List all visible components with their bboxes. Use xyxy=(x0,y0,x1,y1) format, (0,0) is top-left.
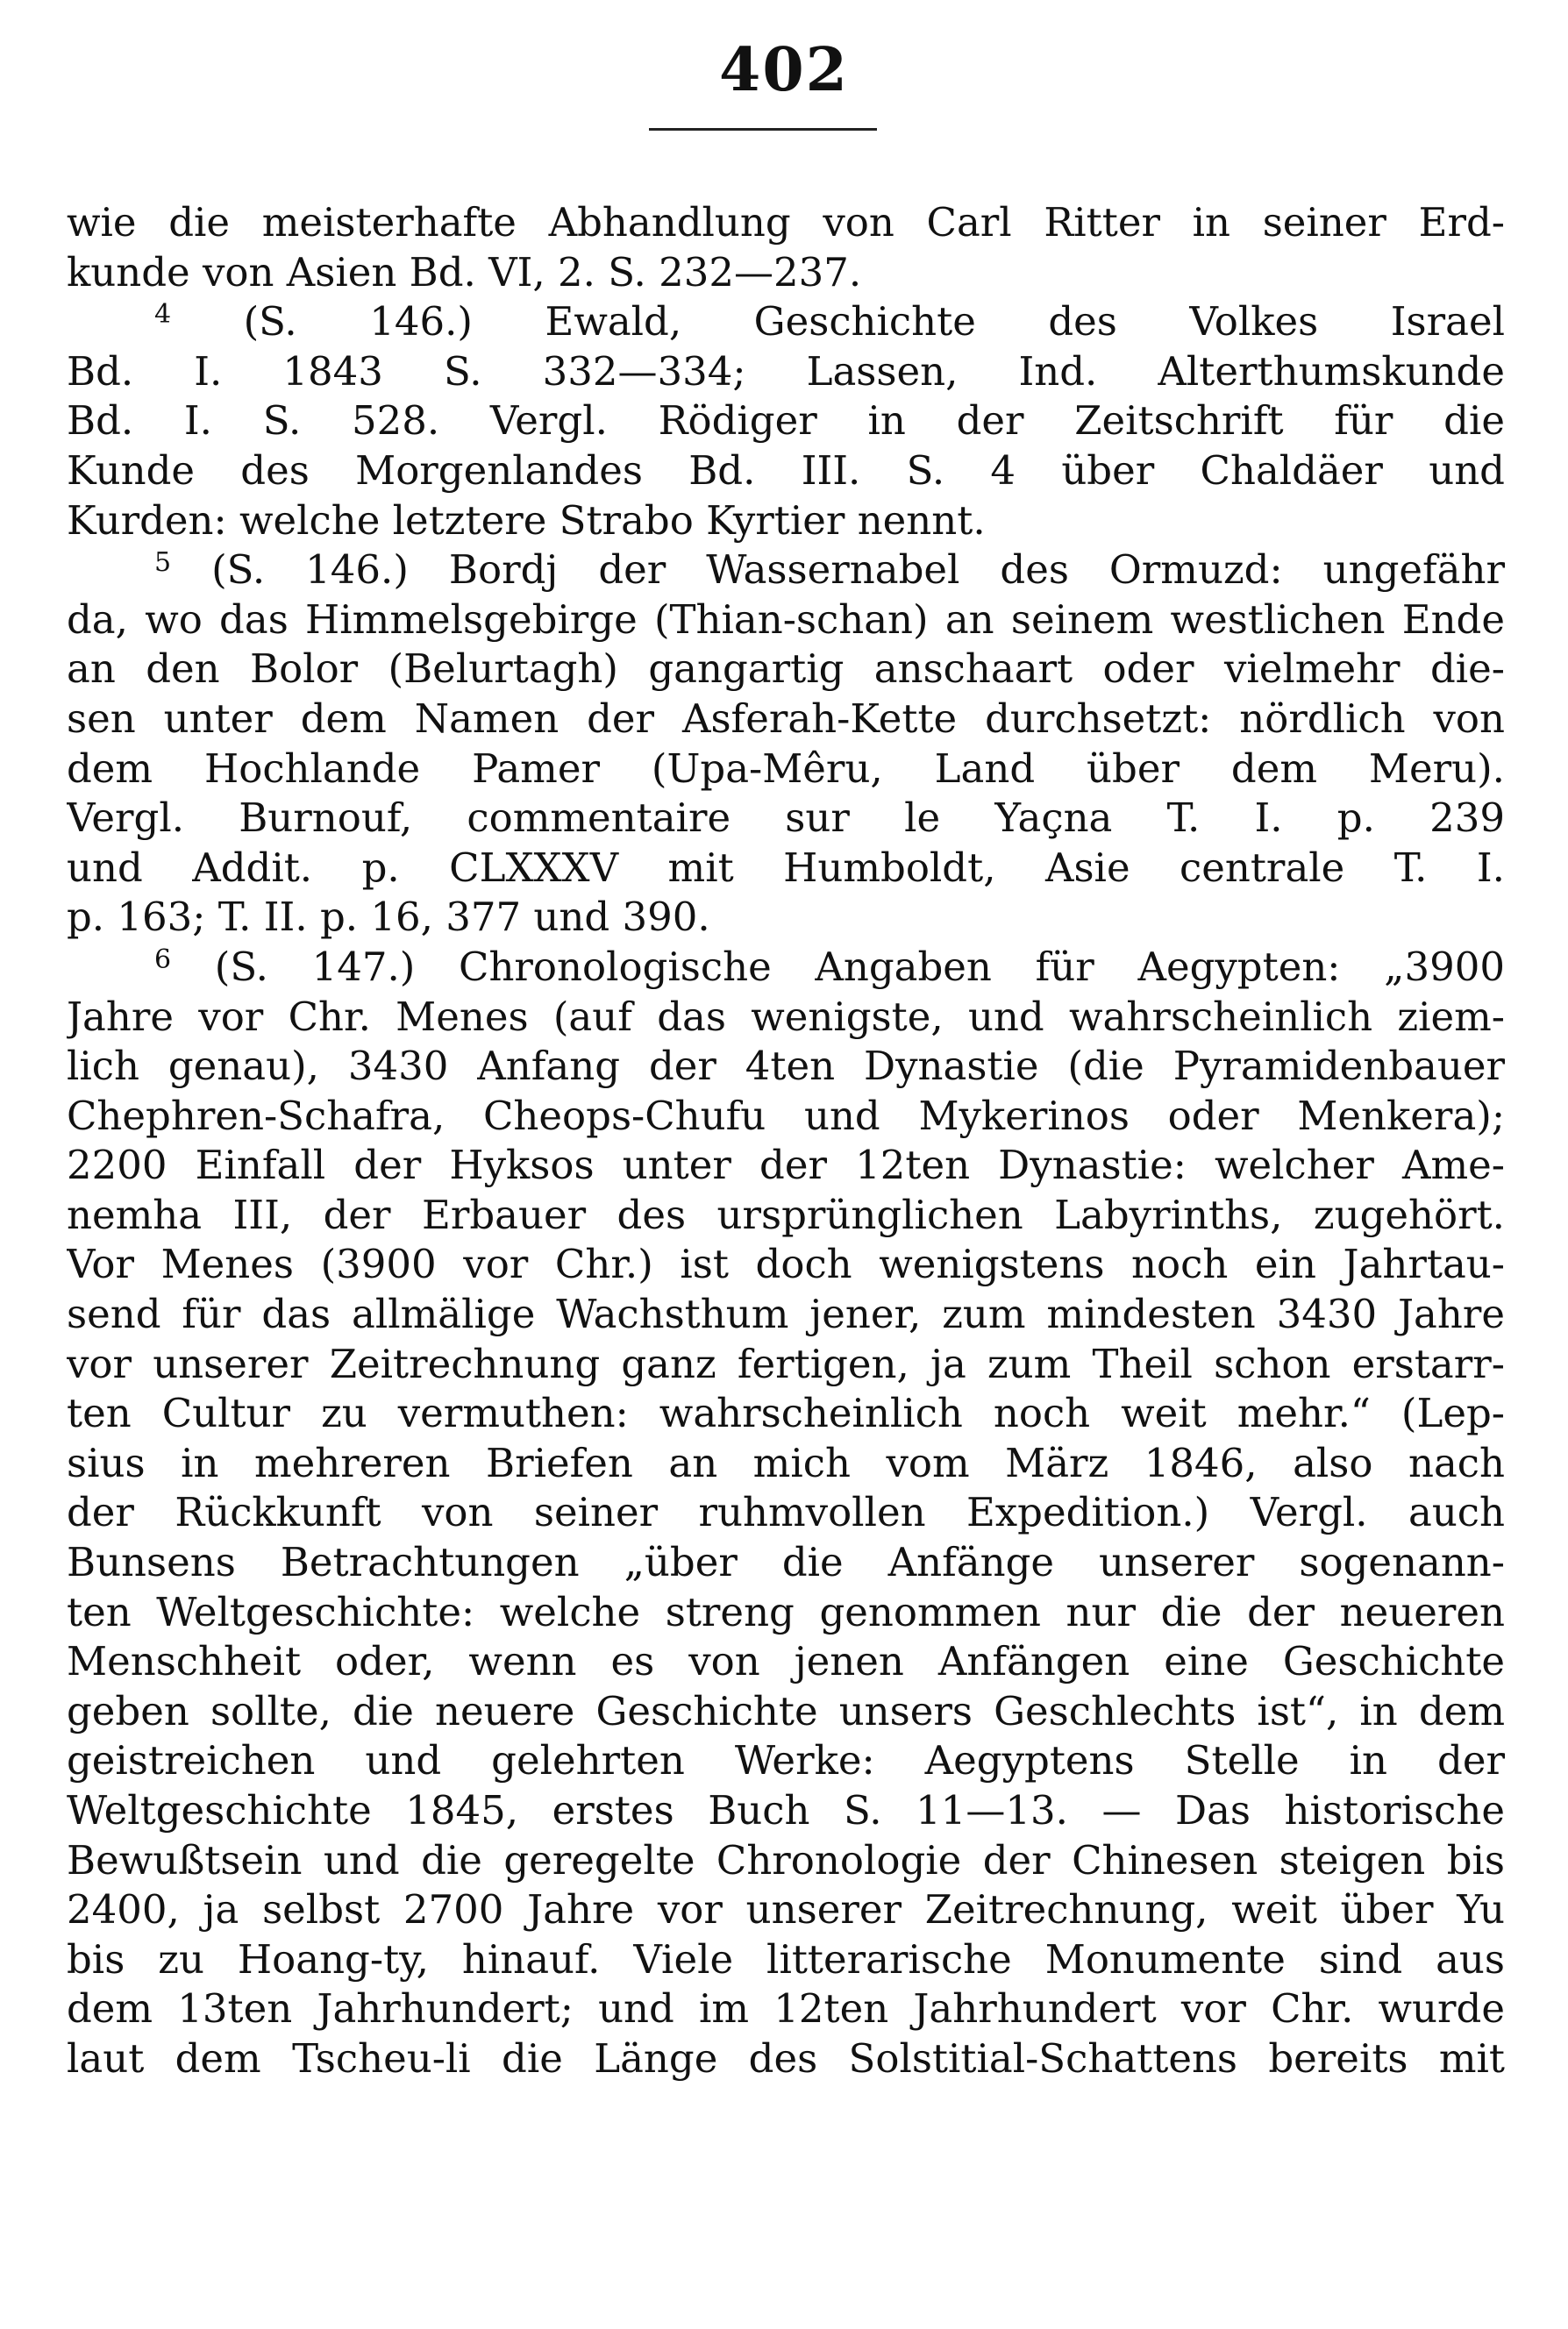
text-line: Bewußtsein und die geregelte Chronologie der Chinesen steigen bis xyxy=(67,1836,1505,1884)
text-line: dem 13ten Jahrhundert; und im 12ten Jahrhundert vor Chr. wurde xyxy=(67,1985,1505,2033)
text-line: Weltgeschichte 1845, erstes Buch S. 11—13. — Das historische xyxy=(67,1787,1505,1834)
text-line: send für das allmälige Wachsthum jener, zum mindesten 3430 Jahre xyxy=(67,1291,1505,1338)
text-line: 2200 Einfall der Hyksos unter der 12ten Dynastie: welcher Ame- xyxy=(67,1142,1505,1189)
text-line: Bd. I. 1843 S. 332—334; Lassen, Ind. Alterthumskunde xyxy=(67,347,1505,395)
text-line: an den Bolor (Belurtagh) gangartig anschaart oder vielmehr die- xyxy=(67,645,1505,693)
text-line: Menschheit oder, wenn es von jenen Anfängen eine Geschichte xyxy=(67,1638,1505,1685)
footnote-marker: 4 xyxy=(154,299,172,331)
text-line: sen unter dem Namen der Asferah-Kette durchsetzt: nördlich von xyxy=(67,694,1505,742)
page-number: 402 xyxy=(719,35,849,105)
text-line: nemha III, der Erbauer des ursprünglichen Labyrinths, zugehört. xyxy=(67,1191,1505,1238)
text-line: $^5$ (S. 146.) Bordj der Wassernabel des Ormuzd: ungefähr xyxy=(154,546,1505,594)
text-line: und Addit. p. CLXXXV mit Humboldt, Asie centrale T. I. xyxy=(67,844,1505,891)
text-line: lich genau), 3430 Anfang der 4ten Dynastie (die Pyramidenbauer xyxy=(67,1043,1505,1090)
text-line: ten Weltgeschichte: welche streng genommen nur die der neueren xyxy=(67,1588,1505,1635)
text-line: sius in mehreren Briefen an mich vom März 1846, also nach xyxy=(67,1439,1505,1486)
text-line: Vor Menes (3900 vor Chr.) ist doch wenigstens noch ein Jahrtau- xyxy=(67,1241,1505,1288)
footnote-marker: 5 xyxy=(154,547,172,579)
text-line: ten Cultur zu vermuthen: wahrscheinlich noch weit mehr.“ (Lep- xyxy=(67,1390,1505,1437)
text-line: $^6$ (S. 147.) Chronologische Angaben für Aegypten: „3900 xyxy=(154,943,1505,990)
text-line: Jahre vor Chr. Menes (auf das wenigste, und wahrscheinlich ziem- xyxy=(67,993,1505,1040)
text-line: $^4$ (S. 146.) Ewald, Geschichte des Volkes Israel xyxy=(154,298,1505,345)
text-line: Kurden: welche letztere Strabo Kyrtier nennt. xyxy=(67,496,986,544)
header-rule xyxy=(649,128,877,131)
footnote-text-block xyxy=(67,198,1505,2084)
text-line: Vergl. Burnouf, commentaire sur le Yaçna T. I. p. 239 xyxy=(67,794,1505,842)
text-line: kunde von Asien Bd. VI, 2. S. 232—237. xyxy=(67,248,862,296)
text-line: laut dem Tscheu-li die Länge des Solstitial-Schattens bereits mit xyxy=(67,2034,1505,2082)
text-line: Kunde des Morgenlandes Bd. III. S. 4 über Chaldäer und xyxy=(67,446,1505,494)
text-line: geistreichen und gelehrten Werke: Aegyptens Stelle in der xyxy=(67,1737,1505,1784)
text-line: der Rückkunft von seiner ruhmvollen Expedition.) Vergl. auch xyxy=(67,1489,1505,1536)
text-line: vor unserer Zeitrechnung ganz fertigen, ja zum Theil schon erstarr- xyxy=(67,1340,1505,1387)
text-line: dem Hochlande Pamer (Upa-Mêru, Land über dem Meru). xyxy=(67,744,1505,792)
text-line: wie die meisterhafte Abhandlung von Carl Ritter in seiner Erd- xyxy=(67,199,1505,246)
text-line: geben sollte, die neuere Geschichte unsers Geschlechts ist“, in dem xyxy=(67,1687,1505,1734)
text-line: p. 163; T. II. p. 16, 377 und 390. xyxy=(67,894,710,941)
text-line: Chephren-Schafra, Cheops-Chufu und Mykerinos oder Menkera); xyxy=(67,1092,1505,1139)
text-line: Bunsens Betrachtungen „über die Anfänge unserer sogenann- xyxy=(67,1539,1505,1586)
text-line: Bd. I. S. 528. Vergl. Rödiger in der Zeitschrift für die xyxy=(67,397,1505,445)
text-line: bis zu Hoang-ty, hinauf. Viele litterarische Monumente sind aus xyxy=(67,1935,1505,1983)
text-line: da, wo das Himmelsgebirge (Thian-schan) an seinem westlichen Ende xyxy=(67,595,1505,643)
text-line: 2400, ja selbst 2700 Jahre vor unserer Zeitrechnung, weit über Yu xyxy=(67,1886,1505,1934)
footnote-marker: 6 xyxy=(154,944,172,975)
